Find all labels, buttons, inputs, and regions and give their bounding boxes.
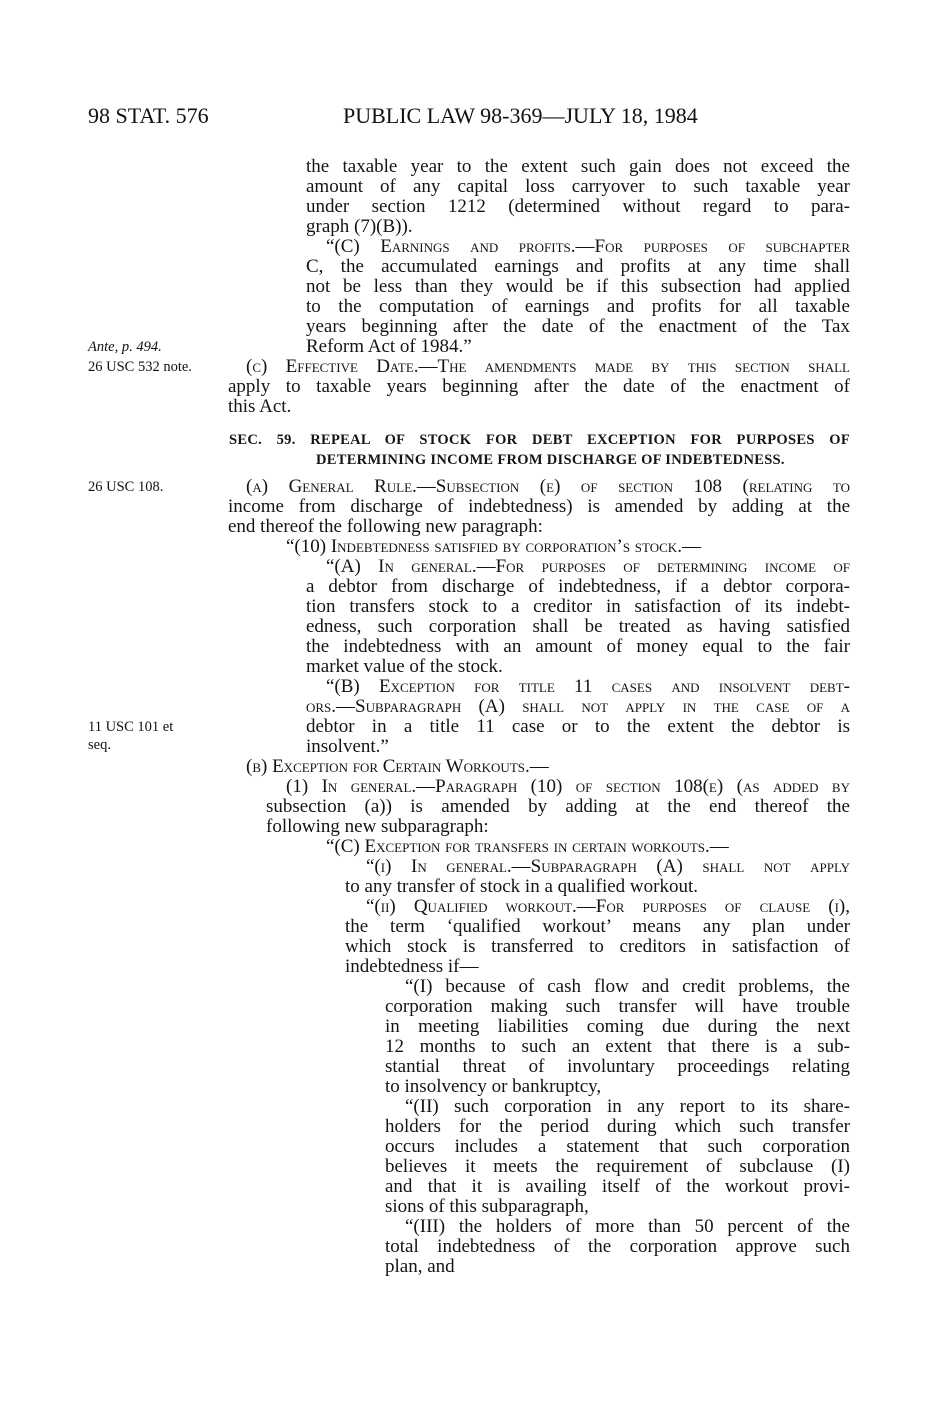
text-line: edness, such corporation shall be treated as having satisfied (306, 616, 850, 637)
text-line: a debtor from discharge of indebtedness, if a debtor corpora- (306, 576, 850, 597)
text-line: 12 months to such an extent that there is a sub- (385, 1036, 850, 1057)
text-line: debtor in a title 11 case or to the extent the debtor is (306, 716, 850, 737)
section-heading: DETERMINING INCOME FROM DISCHARGE OF INDEBTEDNESS. (316, 452, 785, 468)
text-line: market value of the stock. (306, 656, 503, 677)
text-line: “(III) the holders of more than 50 percent of the (405, 1216, 850, 1237)
page-header (88, 103, 849, 135)
text-line: (a) General Rule.—Subsection (e) of section 108 (relating to (246, 476, 850, 497)
text-line: (c) Effective Date.—The amendments made by this section shall (246, 356, 850, 377)
text-line: which stock is transferred to creditors in satisfaction of (345, 936, 850, 957)
text-line: “(i) In general.—Subparagraph (A) shall not apply (366, 856, 850, 877)
text-line: to the computation of earnings and profits for all taxable (306, 296, 850, 317)
text-line: occurs includes a statement that such corporation (385, 1136, 850, 1157)
margin-note-11-usc-101: 11 USC 101 et seq. (88, 719, 174, 753)
text-line: the indebtedness with an amount of money equal to the fair (306, 636, 850, 657)
text-line: amount of any capital loss carryover to such taxable year (306, 176, 850, 197)
text-line: the taxable year to the extent such gain does not exceed the (306, 156, 850, 177)
running-head: PUBLIC LAW 98-369—JULY 18, 1984 (343, 103, 698, 128)
text-line: “(10) Indebtedness satisfied by corporation’s stock.— (286, 536, 701, 557)
text-line: the term ‘qualified workout’ means any plan under (345, 916, 850, 937)
text-line: subsection (a)) is amended by adding at the end thereof the (266, 796, 850, 817)
text-line: to any transfer of stock in a qualified workout. (345, 876, 698, 897)
text-line: “(B) Exception for title 11 cases and insolvent debt- (326, 676, 850, 697)
text-line: tion transfers stock to a creditor in satisfaction of its indebt- (306, 596, 850, 617)
text-line: in meeting liabilities coming due during the next (385, 1016, 850, 1037)
text-line: this Act. (228, 396, 292, 417)
text-line: end thereof the following new paragraph: (228, 516, 543, 537)
section-heading: SEC. 59. REPEAL OF STOCK FOR DEBT EXCEPTION FOR PURPOSES OF (229, 432, 850, 448)
text-line: apply to taxable years beginning after the date of the enactment of (228, 376, 850, 397)
text-line: ors.—Subparagraph (A) shall not apply in the case of a (306, 696, 850, 717)
text-line: graph (7)(B)). (306, 216, 413, 237)
text-line: (1) In general.—Paragraph (10) of section 108(e) (as added by (286, 776, 850, 797)
text-line: total indebtedness of the corporation approve such (385, 1236, 850, 1257)
text-line: “(C) Earnings and profits.—For purposes of subchapter (326, 236, 850, 257)
margin-note-ante: Ante, p. 494. (88, 339, 162, 355)
text-line: following new subparagraph: (266, 816, 489, 837)
text-line: and that it is availing itself of the workout provi- (385, 1176, 850, 1197)
text-line: C, the accumulated earnings and profits at any time shall (306, 256, 850, 277)
text-line: “(II) such corporation in any report to its share- (405, 1096, 850, 1117)
text-line: stantial threat of involuntary proceedings relating (385, 1056, 850, 1077)
text-line: “(I) because of cash flow and credit problems, the (405, 976, 850, 997)
text-line: under section 1212 (determined without regard to para- (306, 196, 850, 217)
margin-note-26-usc-108: 26 USC 108. (88, 479, 164, 495)
text-line: sions of this subparagraph, (385, 1196, 589, 1217)
margin-note-26-usc-532: 26 USC 532 note. (88, 359, 192, 375)
text-line: “(ii) Qualified workout.—For purposes of clause (i), (366, 896, 850, 917)
text-line: corporation making such transfer will have trouble (385, 996, 850, 1017)
text-line: Reform Act of 1984.” (306, 336, 472, 357)
text-line: years beginning after the date of the enactment of the Tax (306, 316, 850, 337)
text-line: “(C) Exception for transfers in certain workouts.— (326, 836, 729, 857)
folio: 98 STAT. 576 (88, 103, 209, 128)
text-line: to insolvency or bankruptcy, (385, 1076, 602, 1097)
text-line: income from discharge of indebtedness) is amended by adding at the (228, 496, 850, 517)
text-line: insolvent.” (306, 736, 389, 757)
text-line: (b) Exception for Certain Workouts.— (246, 756, 549, 777)
text-line: not be less than they would be if this subsection had applied (306, 276, 850, 297)
text-line: holders for the period during which such transfer (385, 1116, 850, 1137)
text-line: believes it meets the requirement of subclause (I) (385, 1156, 850, 1177)
text-line: indebtedness if— (345, 956, 479, 977)
text-line: plan, and (385, 1256, 455, 1277)
text-line: “(A) In general.—For purposes of determining income of (326, 556, 850, 577)
